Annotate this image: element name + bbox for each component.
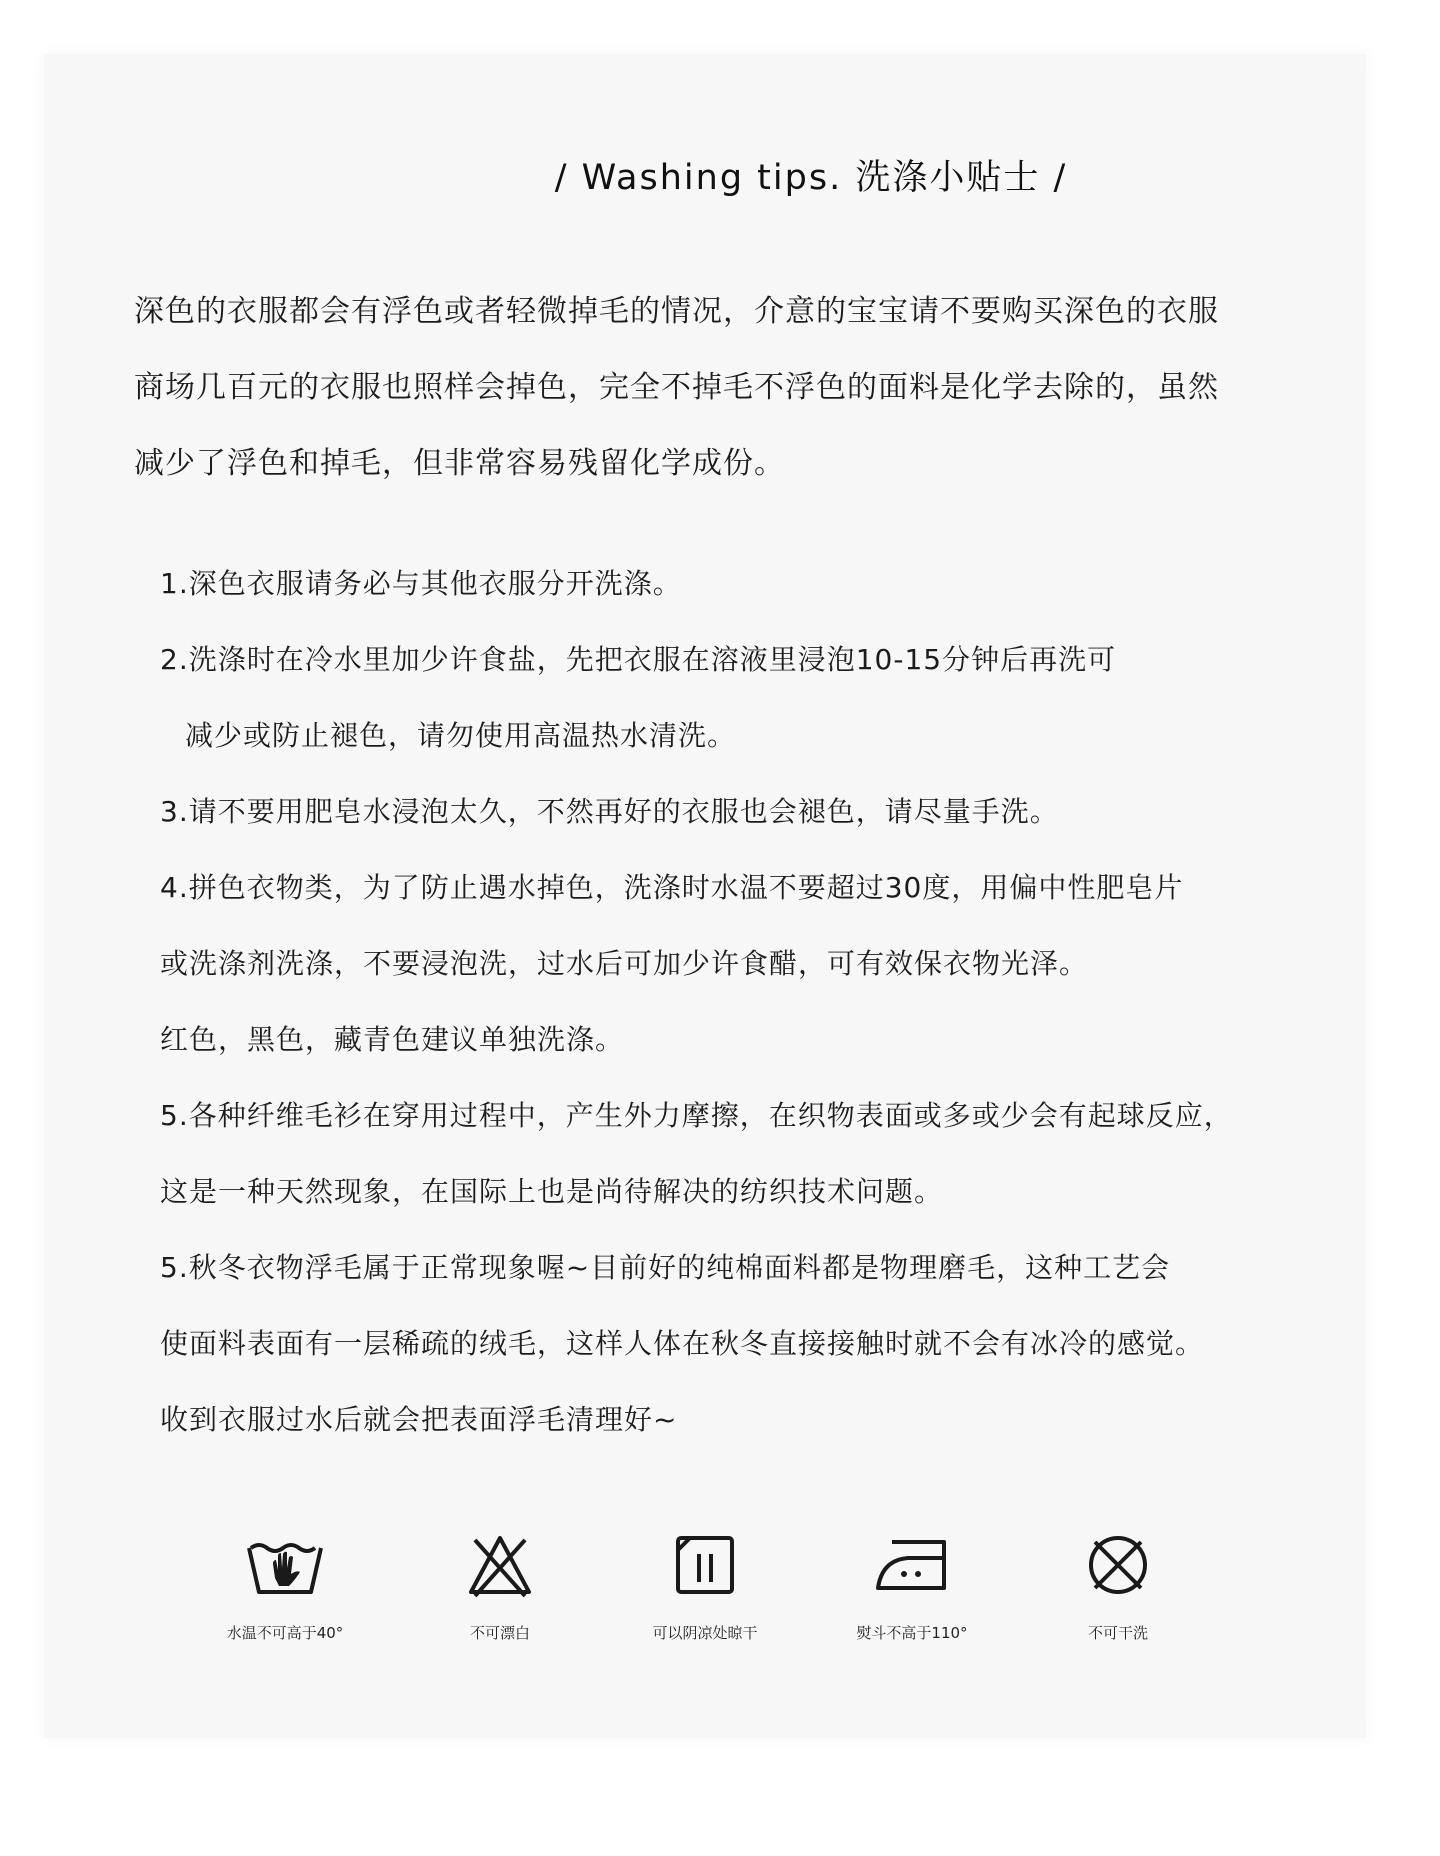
tip-line: 3.请不要用肥皂水浸泡太久，不然再好的衣服也会褪色，请尽量手洗。 <box>160 795 1059 828</box>
intro-line: 减少了浮色和掉毛，但非常容易残留化学成份。 <box>134 446 785 481</box>
page-title: / Washing tips. 洗涤小贴士 / <box>554 158 1068 198</box>
intro-line: 深色的衣服都会有浮色或者轻微掉毛的情况，介意的宝宝请不要购买深色的衣服 <box>134 294 1219 329</box>
care-item-no-dry-clean <box>1018 1530 1218 1643</box>
intro-line: 商场几百元的衣服也照样会掉色，完全不掉毛不浮色的面料是化学去除的，虽然 <box>134 370 1219 405</box>
iron-icon <box>872 1530 952 1600</box>
care-label: 不可漂白 <box>469 1624 530 1642</box>
intro-paragraph <box>134 290 1219 518</box>
care-icons-row <box>200 1530 1200 1670</box>
care-label: 熨斗不高于110° <box>856 1624 968 1642</box>
do-not-dry-clean-icon <box>1083 1530 1153 1600</box>
care-label: 不可干洗 <box>1087 1624 1148 1642</box>
care-label: 可以阴凉处晾干 <box>652 1624 758 1642</box>
shade-dry-icon <box>670 1530 740 1600</box>
tip-line: 红色，黑色，藏青色建议单独洗涤。 <box>160 1023 625 1056</box>
tip-line: 使面料表面有一层稀疏的绒毛，这样人体在秋冬直接接触时就不会有冰冷的感觉。 <box>160 1327 1205 1360</box>
care-item-shade-dry <box>605 1530 805 1643</box>
tip-line: 这是一种天然现象，在国际上也是尚待解决的纺织技术问题。 <box>160 1175 944 1208</box>
tip-line: 或洗涤剂洗涤，不要浸泡洗，过水后可加少许食醋，可有效保衣物光泽。 <box>160 947 1089 980</box>
care-item-iron <box>812 1530 1012 1643</box>
tip-line: 减少或防止褪色，请勿使用高温热水清洗。 <box>185 719 737 752</box>
tip-line: 4.拼色衣物类，为了防止遇水掉色，洗涤时水温不要超过30度，用偏中性肥皂片 <box>160 871 1184 904</box>
tip-line: 1.深色衣服请务必与其他衣服分开洗涤。 <box>160 567 682 600</box>
care-item-hand-wash <box>185 1530 385 1643</box>
tip-line: 5.各种纤维毛衫在穿用过程中，产生外力摩擦，在织物表面或多或少会有起球反应， <box>160 1099 1233 1132</box>
care-label: 水温不可高于40° <box>226 1624 344 1642</box>
tip-line: 2.洗涤时在冷水里加少许食盐，先把衣服在溶液里浸泡10-15分钟后再洗可 <box>160 643 1117 676</box>
care-item-no-bleach <box>400 1530 600 1643</box>
tip-line: 收到衣服过水后就会把表面浮毛清理好~ <box>160 1403 678 1436</box>
tip-line: 5.秋冬衣物浮毛属于正常现象喔~目前好的纯棉面料都是物理磨毛，这种工艺会 <box>160 1251 1171 1284</box>
tips-list <box>160 564 1233 1476</box>
hand-wash-icon <box>245 1530 325 1600</box>
do-not-bleach-icon <box>465 1530 535 1600</box>
